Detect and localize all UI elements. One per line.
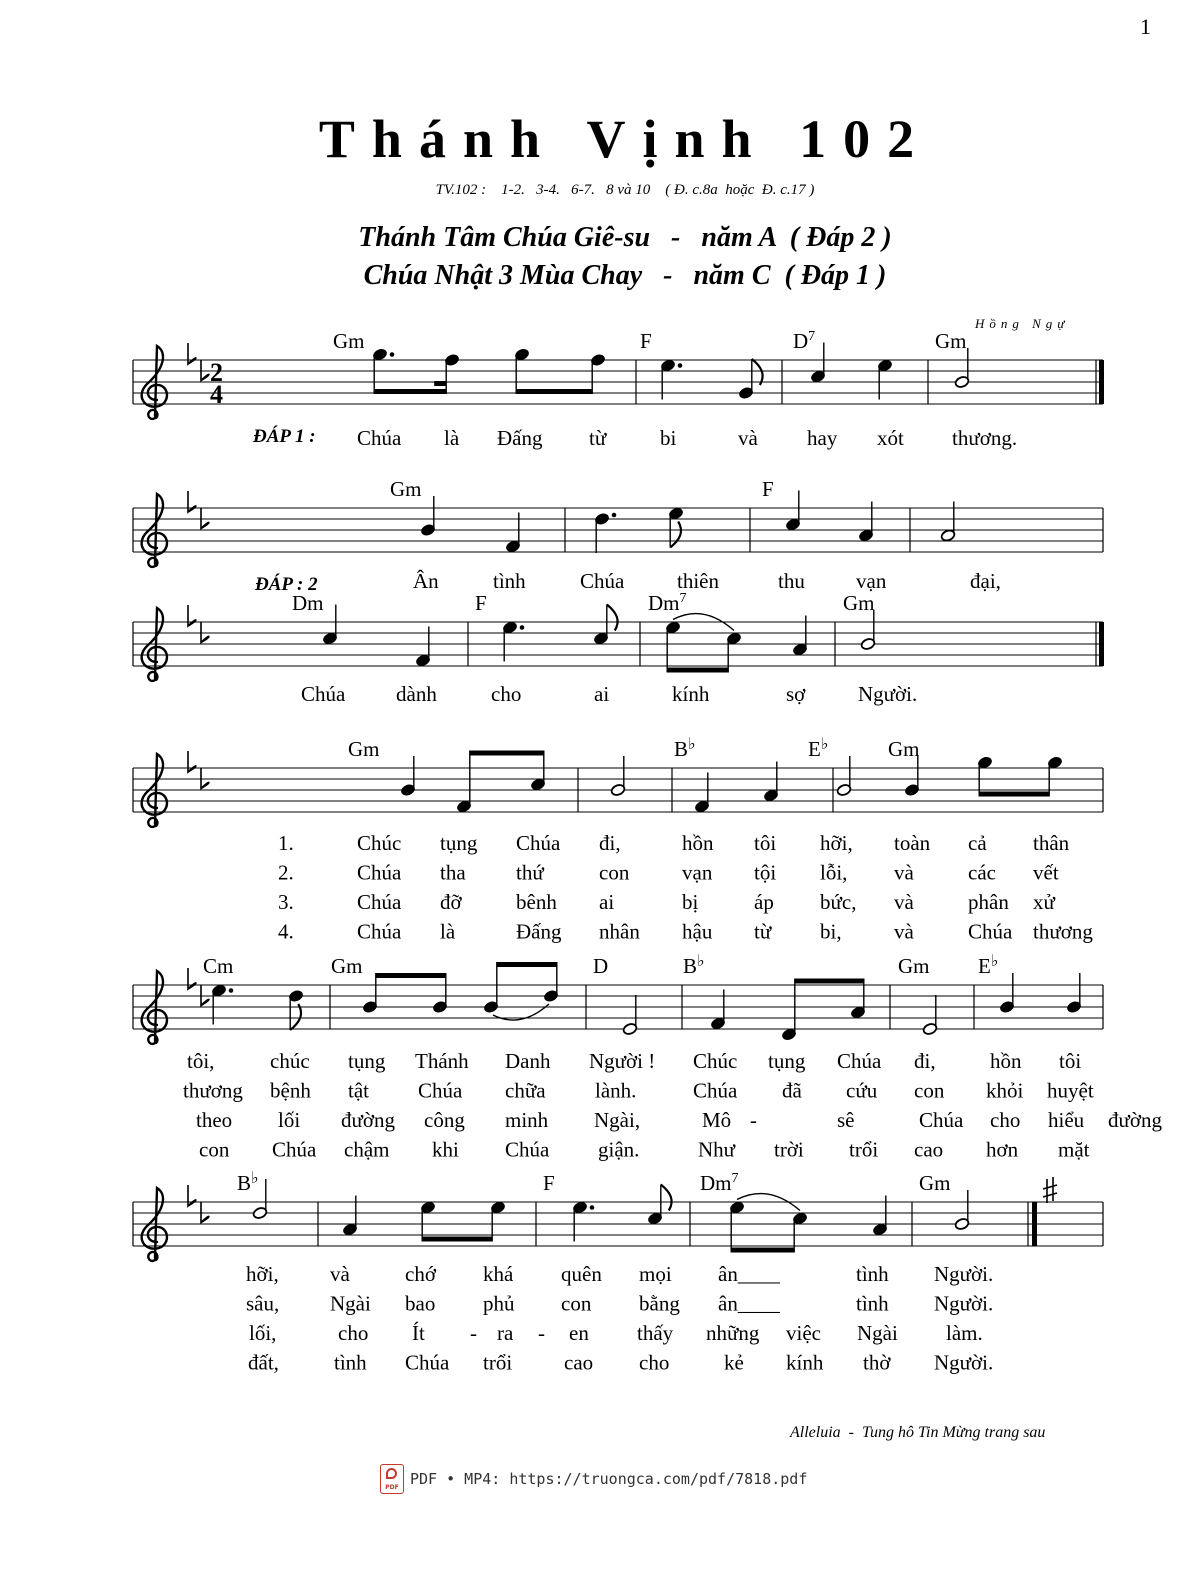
- lyric-syllable: Chúc: [357, 831, 402, 855]
- lyric-syllable: Mô: [702, 1108, 732, 1132]
- lyric-syllable: vết: [1033, 860, 1059, 885]
- augmentation-dot: [678, 363, 683, 368]
- lyric-syllable: tật: [348, 1078, 369, 1103]
- chord-symbol: Dm$^7$: [648, 591, 687, 615]
- lyric-syllable: phủ: [483, 1291, 515, 1316]
- lyric-syllable: thu: [778, 569, 805, 593]
- chord-accidental: ♭: [251, 1170, 259, 1187]
- note-flag: [290, 1004, 301, 1030]
- lyric-syllable: toàn: [894, 831, 931, 855]
- chord-symbol: Dm: [292, 591, 324, 615]
- lyric-syllable: thân: [1033, 831, 1070, 855]
- song-title: Thánh Vịnh 102: [318, 109, 932, 169]
- lyric-syllable: và: [894, 919, 914, 944]
- staff-system: [133, 736, 1103, 944]
- lyric-syllable: Thánh: [415, 1049, 469, 1073]
- lyric-syllable: huyệt: [1047, 1078, 1094, 1103]
- lyric-syllable: khi: [432, 1137, 459, 1162]
- lyric-syllable: Ngài,: [594, 1108, 641, 1132]
- lyric-syllable: tụng: [348, 1049, 386, 1073]
- chord-symbol: E♭: [808, 736, 829, 761]
- lyric-syllable: tôi,: [187, 1049, 215, 1073]
- chord-symbol: Dm$^7$: [700, 1171, 739, 1195]
- lyric-syllable: tình: [856, 1291, 889, 1316]
- lyric-syllable: từ: [589, 426, 607, 450]
- chord-symbol: B♭: [674, 736, 696, 761]
- augmentation-dot: [390, 352, 395, 357]
- lyric-syllable: mọi: [639, 1262, 672, 1286]
- lyric-syllable: tình: [493, 569, 526, 593]
- lyric-syllable: hỡi,: [820, 831, 853, 855]
- chord-accidental: ♭: [697, 953, 705, 970]
- lyric-syllable: áp: [754, 890, 774, 914]
- chord-symbol: B♭: [237, 1170, 259, 1195]
- lyric-syllable: ân____: [718, 1291, 780, 1316]
- lyric-syllable: bệnh: [270, 1078, 311, 1103]
- page-number: 1: [1140, 14, 1151, 39]
- lyric-syllable: thương: [183, 1078, 243, 1103]
- lyric-syllable: Chúa: [837, 1049, 882, 1073]
- time-signature-bottom: 4: [210, 380, 223, 409]
- lyric-syllable: tha: [440, 860, 466, 885]
- chord-symbol: F: [640, 329, 652, 353]
- note-beam: [795, 979, 864, 984]
- lyric-syllable: Người.: [934, 1291, 994, 1316]
- lyric-syllable: sê: [837, 1108, 855, 1132]
- chord-extension: 7: [808, 329, 816, 344]
- augmentation-dot: [612, 513, 617, 518]
- flat-sign-icon: [188, 343, 196, 364]
- occasion-line-2: Chúa Nhật 3 Mùa Chay - năm C ( Đáp 1 ): [363, 260, 887, 291]
- lyric-syllable: cho: [491, 682, 522, 706]
- pdf-file-icon: PDF: [380, 1464, 404, 1494]
- lyric-syllable: bằng: [639, 1291, 680, 1316]
- lyric-syllable: con: [199, 1137, 230, 1162]
- chord-symbol: Gm: [333, 329, 365, 353]
- lyric-syllable: tình: [334, 1350, 367, 1375]
- lyric-syllable: trổi: [849, 1137, 879, 1162]
- pdf-link-text[interactable]: PDF • MP4: https://truongca.com/pdf/7818.pdf: [410, 1470, 808, 1488]
- lyric-syllable: đường: [341, 1108, 395, 1132]
- lyric-syllable: Chúa: [968, 919, 1013, 944]
- staff-system: [133, 953, 1162, 1162]
- lyric-syllable: bức,: [820, 890, 857, 914]
- chord-symbol: E♭: [978, 953, 999, 978]
- lyric-syllable: 1.: [278, 831, 294, 855]
- augmentation-dot: [229, 988, 234, 993]
- lyric-syllable: mặt: [1058, 1137, 1090, 1162]
- note-flag: [661, 1185, 672, 1211]
- lyric-syllable: Đấng: [497, 426, 543, 450]
- lyric-syllable: hay: [807, 426, 838, 450]
- flat-sign-icon: [201, 1202, 209, 1223]
- lyric-syllable: là: [440, 919, 456, 944]
- lyric-syllable: Chúa: [919, 1108, 964, 1132]
- lyric-syllable: phân: [968, 890, 1009, 914]
- chord-symbol: Gm: [348, 737, 380, 761]
- lyric-syllable: hiểu: [1048, 1108, 1085, 1132]
- lyric-syllable: -: [538, 1321, 545, 1345]
- lyric-syllable: cho: [990, 1108, 1021, 1132]
- lyric-syllable: con: [599, 860, 630, 885]
- lyric-syllable: bi,: [820, 919, 842, 944]
- staff-system: [133, 591, 1104, 706]
- staff-system: [133, 1170, 1103, 1375]
- lyric-syllable: chúc: [270, 1049, 310, 1073]
- lyric-syllable: cả: [968, 831, 987, 855]
- lyric-syllable: đất,: [248, 1350, 279, 1375]
- flat-sign-icon: [201, 622, 209, 643]
- staff-system: [133, 477, 1103, 595]
- lyric-syllable: tụng: [440, 831, 478, 855]
- flat-sign-icon: [201, 985, 209, 1006]
- lyric-syllable: Người !: [589, 1049, 656, 1073]
- lyric-syllable: giận.: [598, 1137, 640, 1162]
- lyric-syllable: chậm: [344, 1137, 390, 1162]
- chord-symbol: B♭: [683, 953, 705, 978]
- lyric-syllable: en: [569, 1321, 589, 1345]
- lyric-syllable: thiên: [677, 569, 719, 593]
- lyric-syllable: Chúa: [418, 1078, 463, 1103]
- note-flag: [752, 359, 763, 385]
- lyric-syllable: ai: [594, 682, 610, 706]
- augmentation-dot: [520, 625, 525, 630]
- lyric-syllable: đại,: [970, 569, 1001, 593]
- chord-accidental: ♭: [990, 953, 999, 970]
- lyric-syllable: cứu: [846, 1078, 878, 1103]
- lyric-syllable: việc: [786, 1321, 821, 1345]
- lyric-syllable: 4.: [278, 919, 294, 944]
- note-beam: [374, 389, 446, 394]
- lyric-syllable: công: [424, 1108, 465, 1132]
- lyric-syllable: xót: [877, 426, 904, 450]
- lyric-syllable: bi: [660, 426, 677, 450]
- augmentation-dot: [590, 1205, 595, 1210]
- lyric-syllable: hậu: [682, 919, 713, 944]
- lyric-syllable: chữa: [505, 1078, 546, 1103]
- lyric-syllable: Ân: [413, 569, 439, 593]
- flat-sign-icon: [201, 768, 209, 789]
- lyric-syllable: Chúc: [693, 1049, 738, 1073]
- lyric-syllable: nhân: [599, 919, 640, 944]
- lyric-syllable: bao: [405, 1291, 436, 1316]
- lyric-syllable: lối: [278, 1108, 301, 1132]
- note-flag: [607, 605, 618, 631]
- chord-symbol: Gm: [331, 954, 363, 978]
- lyric-syllable: Người.: [934, 1262, 994, 1286]
- lyric-syllable: lỗi,: [820, 860, 848, 885]
- lyric-syllable: lành.: [595, 1078, 637, 1103]
- lyric-syllable: Danh: [505, 1049, 551, 1073]
- lyric-syllable: Chúa: [357, 426, 402, 450]
- chord-symbol: Gm: [843, 591, 875, 615]
- lyric-syllable: là: [444, 426, 460, 450]
- lyric-syllable: kẻ: [724, 1350, 744, 1375]
- response-label: ĐÁP 1 :: [253, 426, 316, 447]
- lyric-syllable: đi,: [914, 1049, 936, 1073]
- lyric-syllable: vạn: [682, 860, 713, 885]
- lyric-syllable: Ít: [412, 1321, 425, 1345]
- lyric-syllable: Chúa: [405, 1350, 450, 1375]
- response-label: ĐÁP : 2: [255, 574, 318, 595]
- lyric-syllable: khá: [483, 1262, 514, 1286]
- lyric-syllable: Chúa: [357, 890, 402, 914]
- lyric-syllable: và: [894, 860, 914, 885]
- lyric-syllable: theo: [196, 1108, 233, 1132]
- lyric-syllable: thấy: [637, 1321, 674, 1345]
- chord-accidental: ♭: [820, 736, 829, 753]
- pdf-download-link[interactable]: [380, 1464, 807, 1494]
- lyric-syllable: -: [470, 1321, 477, 1345]
- note-beam: [516, 389, 592, 394]
- lyric-syllable: Đấng: [516, 919, 562, 944]
- lyric-syllable: Người.: [934, 1350, 994, 1375]
- note-beam: [376, 973, 446, 978]
- composer-name: Hồng Ngự: [975, 316, 1070, 331]
- occasion-line-1: Thánh Tâm Chúa Giê-su - năm A ( Đáp 2 ): [358, 222, 892, 253]
- lyric-syllable: minh: [505, 1108, 549, 1132]
- lyric-syllable: ân____: [718, 1262, 780, 1286]
- flat-sign-icon: [188, 751, 196, 772]
- lyric-syllable: dành: [396, 682, 437, 706]
- flat-sign-icon: [188, 1185, 196, 1206]
- lyric-syllable: hơn: [986, 1137, 1019, 1162]
- note-flag: [670, 522, 681, 548]
- lyric-syllable: tình: [856, 1262, 889, 1286]
- lyric-syllable: làm.: [946, 1321, 983, 1345]
- note-beam: [470, 751, 544, 756]
- lyric-syllable: và: [738, 426, 758, 450]
- chord-symbol: Gm: [888, 737, 920, 761]
- lyric-syllable: Chúa: [516, 831, 561, 855]
- chord-accidental: ♭: [688, 736, 696, 753]
- lyric-syllable: Ngài: [330, 1291, 371, 1316]
- lyric-syllable: thứ: [516, 860, 544, 885]
- final-bar-thick: [1099, 622, 1104, 666]
- note-beam: [979, 792, 1049, 797]
- lyric-syllable: Chúa: [505, 1137, 550, 1162]
- lyric-syllable: những: [706, 1321, 760, 1345]
- chord-extension: 7: [679, 591, 687, 606]
- lyric-syllable: Chúa: [580, 569, 625, 593]
- chord-symbol: Gm: [919, 1171, 951, 1195]
- lyric-syllable: sợ: [786, 682, 806, 706]
- lyric-syllable: tôi: [754, 831, 777, 855]
- lyric-syllable: từ: [754, 919, 772, 944]
- flat-sign-icon: [201, 508, 209, 529]
- lyric-syllable: Chúa: [301, 682, 346, 706]
- flat-sign-icon: [188, 491, 196, 512]
- chord-symbol: D: [593, 954, 609, 978]
- chord-symbol: Cm: [203, 954, 234, 978]
- flat-sign-icon: [188, 968, 196, 989]
- note-beam: [731, 1248, 794, 1253]
- lyric-syllable: thờ: [863, 1350, 891, 1375]
- lyric-syllable: đã: [782, 1078, 802, 1103]
- double-bar-thick: [1032, 1202, 1037, 1246]
- lyric-syllable: Ngài: [857, 1321, 898, 1345]
- lyric-syllable: con: [914, 1078, 945, 1103]
- lyric-syllable: các: [968, 860, 996, 885]
- lyric-syllable: chớ: [405, 1262, 436, 1286]
- note-beam: [667, 668, 728, 673]
- lyric-syllable: tụng: [768, 1049, 806, 1073]
- footer-note: Alleluia - Tung hô Tin Mừng trang sau: [790, 1424, 1046, 1441]
- flat-sign-icon: [188, 605, 196, 626]
- note-beam: [497, 962, 557, 967]
- note-beam: [422, 1237, 492, 1242]
- lyric-syllable: hồn: [990, 1049, 1022, 1073]
- lyric-syllable: và: [330, 1262, 350, 1286]
- chord-symbol: Gm: [390, 477, 422, 501]
- lyric-syllable: sâu,: [246, 1291, 280, 1316]
- final-bar-thick: [1099, 360, 1104, 404]
- lyric-syllable: thương.: [952, 426, 1018, 450]
- lyric-syllable: Chúa: [357, 860, 402, 885]
- chord-extension: 7: [731, 1171, 739, 1186]
- note-beam-secondary: [434, 381, 446, 386]
- lyric-syllable: ra: [497, 1321, 514, 1345]
- lyric-syllable: đường: [1108, 1108, 1162, 1132]
- lyric-syllable: quên: [561, 1262, 602, 1286]
- lyric-syllable: kính: [786, 1350, 824, 1375]
- lyric-syllable: Như: [698, 1137, 736, 1162]
- sharp-sign-icon: [1043, 1177, 1057, 1203]
- lyric-syllable: hỡi,: [246, 1262, 279, 1286]
- lyric-syllable: 3.: [278, 890, 294, 914]
- lyric-syllable: thương: [1033, 919, 1093, 944]
- lyric-syllable: 2.: [278, 860, 294, 885]
- psalm-verses-info: TV.102 : 1-2. 3-4. 6-7. 8 và 10 ( Đ. c.8a hoặc Đ. c.17 ): [435, 182, 815, 198]
- lyric-syllable: trổi: [483, 1350, 513, 1375]
- time-signature-top: 2: [210, 358, 223, 387]
- lyric-syllable: hồn: [682, 831, 714, 855]
- lyric-syllable: Chúa: [357, 919, 402, 944]
- lyric-syllable: cao: [564, 1350, 594, 1375]
- lyric-syllable: cho: [639, 1350, 670, 1375]
- lyric-syllable: Người.: [858, 682, 918, 706]
- chord-symbol: F: [762, 477, 774, 501]
- lyric-syllable: Chúa: [272, 1137, 317, 1162]
- lyric-syllable: trời: [774, 1137, 804, 1162]
- lyric-syllable: kính: [672, 682, 710, 706]
- lyric-syllable: Chúa: [693, 1078, 738, 1103]
- lyric-syllable: con: [561, 1291, 592, 1316]
- chord-symbol: Gm: [935, 329, 967, 353]
- lyric-syllable: tội: [754, 860, 777, 885]
- chord-symbol: Gm: [898, 954, 930, 978]
- lyric-syllable: bênh: [516, 890, 557, 914]
- lyric-syllable: cao: [914, 1137, 944, 1162]
- lyric-syllable: xử: [1033, 890, 1055, 914]
- lyric-syllable: vạn: [856, 569, 887, 593]
- lyric-syllable: -: [750, 1108, 757, 1132]
- lyric-syllable: cho: [338, 1321, 369, 1345]
- lyric-syllable: và: [894, 890, 914, 914]
- lyric-syllable: đi,: [599, 831, 621, 855]
- lyric-syllable: khỏi: [986, 1078, 1024, 1103]
- chord-symbol: F: [475, 591, 487, 615]
- lyric-syllable: ai: [599, 890, 615, 914]
- chord-symbol: F: [543, 1171, 555, 1195]
- lyric-syllable: lối,: [249, 1321, 277, 1345]
- chord-symbol: $D^7$: [793, 329, 816, 353]
- lyric-syllable: tôi: [1059, 1049, 1082, 1073]
- lyric-syllable: đỡ: [440, 890, 462, 914]
- lyric-syllable: bị: [682, 890, 699, 914]
- staff-system: [133, 329, 1104, 450]
- flat-sign-icon: [201, 360, 209, 381]
